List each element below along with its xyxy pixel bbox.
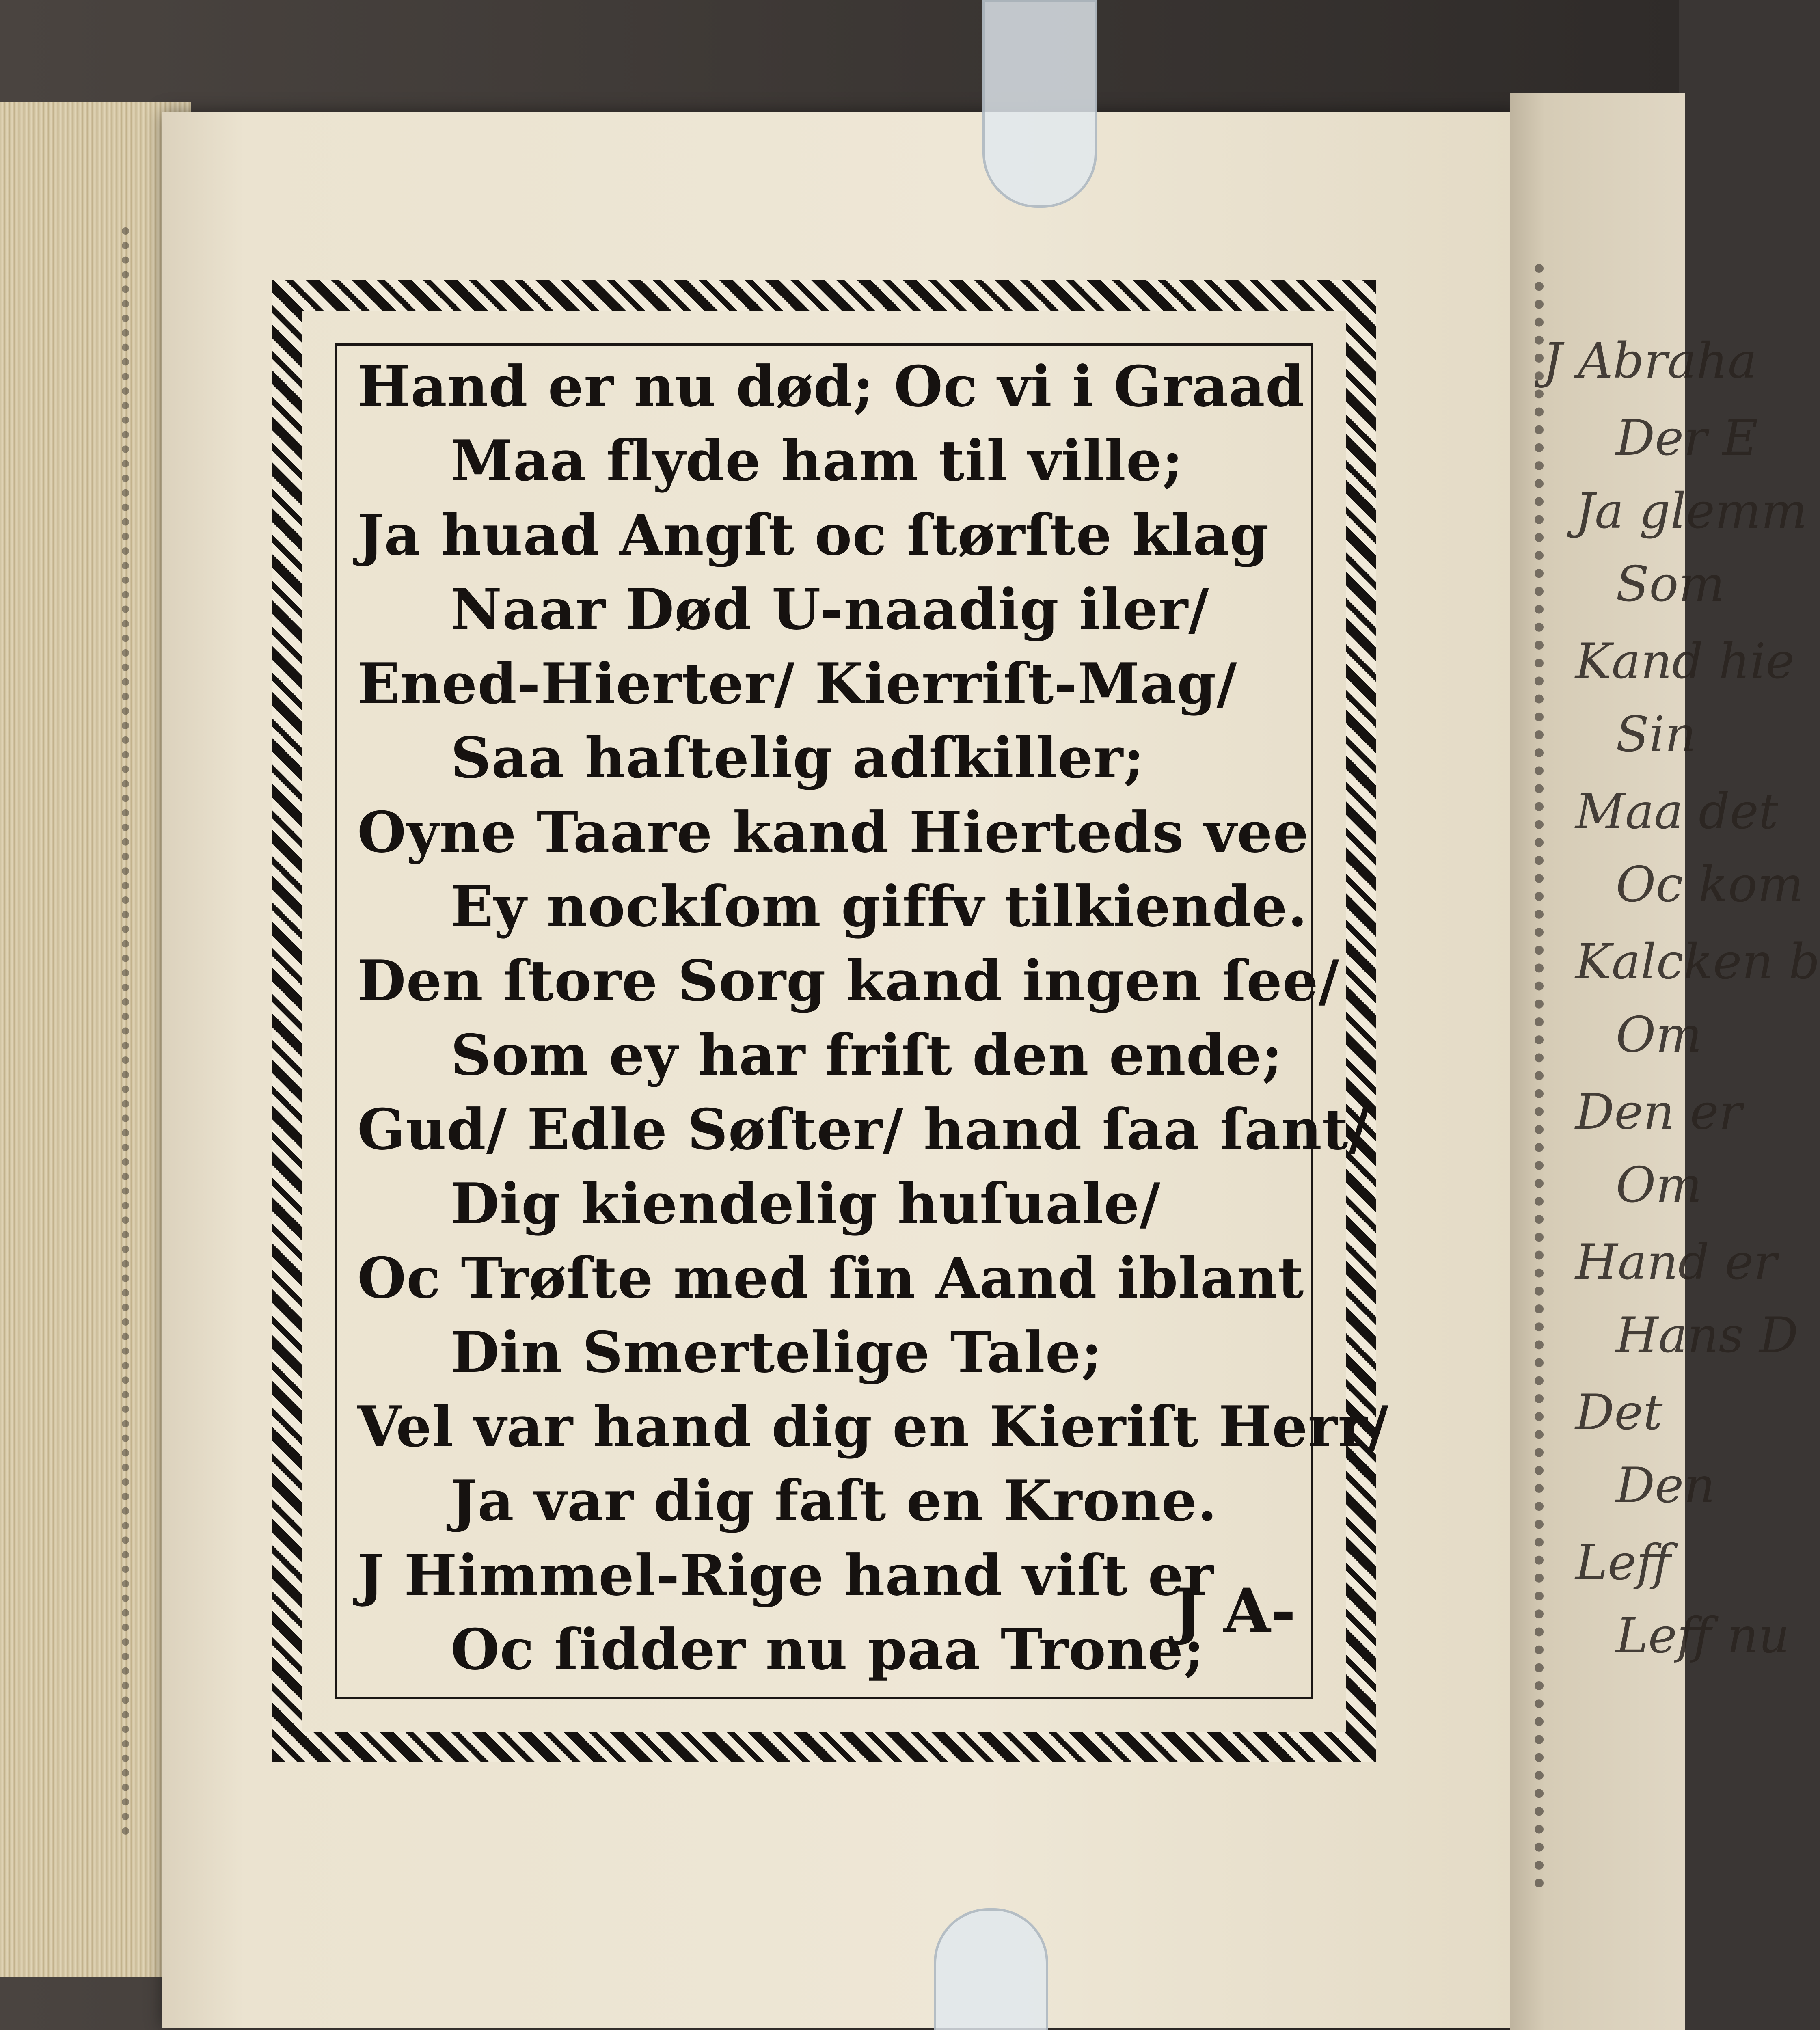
verse-line: Saa haſtelig adſkiller;	[451, 725, 1145, 791]
verse-line: Naar Død U-naadig iler/	[451, 576, 1209, 642]
verse-line: Gud/ Edle Søſter/ hand ſaa ſant/	[357, 1096, 1369, 1162]
verse-line: Oyne Taare kand Hierteds vee	[357, 799, 1309, 865]
verse-line: Oc ſidder nu paa Trone;	[451, 1616, 1205, 1682]
verse-line: Maa flyde ham til ville;	[451, 428, 1183, 494]
facing-page-line: Leff nu	[1616, 1608, 1790, 1664]
facing-page-line: Om	[1616, 1157, 1702, 1214]
verse-line: Din Smertelige Tale;	[451, 1319, 1103, 1385]
verse-line: Oc Trøſte med ſin Aand iblant	[357, 1245, 1304, 1311]
page-holder-clip-bottom	[934, 1908, 1048, 2030]
verse-line: J Himmel-Rige hand viſt er	[357, 1542, 1214, 1608]
facing-page-line: Hans D	[1616, 1307, 1798, 1364]
verse-text	[357, 349, 1389, 1687]
verse-line: Ja var dig faſt en Krone.	[451, 1468, 1218, 1534]
facing-page-line: Som	[1616, 556, 1725, 613]
facing-page-line: Hand er	[1575, 1234, 1777, 1291]
facing-page-line: Kalcken b	[1575, 934, 1820, 990]
verse-line: Som ey har friſt den ende;	[451, 1022, 1283, 1088]
facing-page-line: J Abraha	[1543, 333, 1757, 389]
verse-line: Ey nockſom giffv tilkiende.	[451, 873, 1308, 939]
verse-line: Hand er nu død; Oc vi i Graad	[357, 353, 1305, 419]
facing-page-line: Der E	[1616, 410, 1758, 466]
facing-page-line: Om	[1616, 1007, 1702, 1063]
facing-page-line: Sin	[1616, 706, 1696, 763]
facing-page-line: Leff	[1575, 1535, 1671, 1591]
page-holder-clip-top	[982, 0, 1097, 208]
facing-page	[1510, 93, 1820, 2030]
facing-page-line: Kand hie	[1575, 633, 1795, 690]
verse-line: Ened-Hierter/ Kierriſt-Mag/	[357, 650, 1237, 717]
facing-page-line: Det	[1575, 1384, 1663, 1441]
facing-page-line: Maa det	[1575, 784, 1779, 840]
facing-page-line: Den	[1616, 1458, 1715, 1514]
facing-page-line: Ja glemm	[1575, 483, 1807, 540]
facing-page-line: Oc kom	[1616, 857, 1804, 913]
verse-line: Ja huad Angſt oc ſtørſte klag	[357, 502, 1269, 568]
facing-page-line: Den er	[1575, 1084, 1742, 1140]
catchword: J A-	[1173, 1575, 1296, 1647]
verse-line: Vel var hand dig en Kieriſt Herr/	[357, 1393, 1389, 1460]
verse-line: Dig kiendelig huſuale/	[451, 1170, 1161, 1237]
verse-line: Den ſtore Sorg kand ingen ſee/	[357, 948, 1340, 1014]
